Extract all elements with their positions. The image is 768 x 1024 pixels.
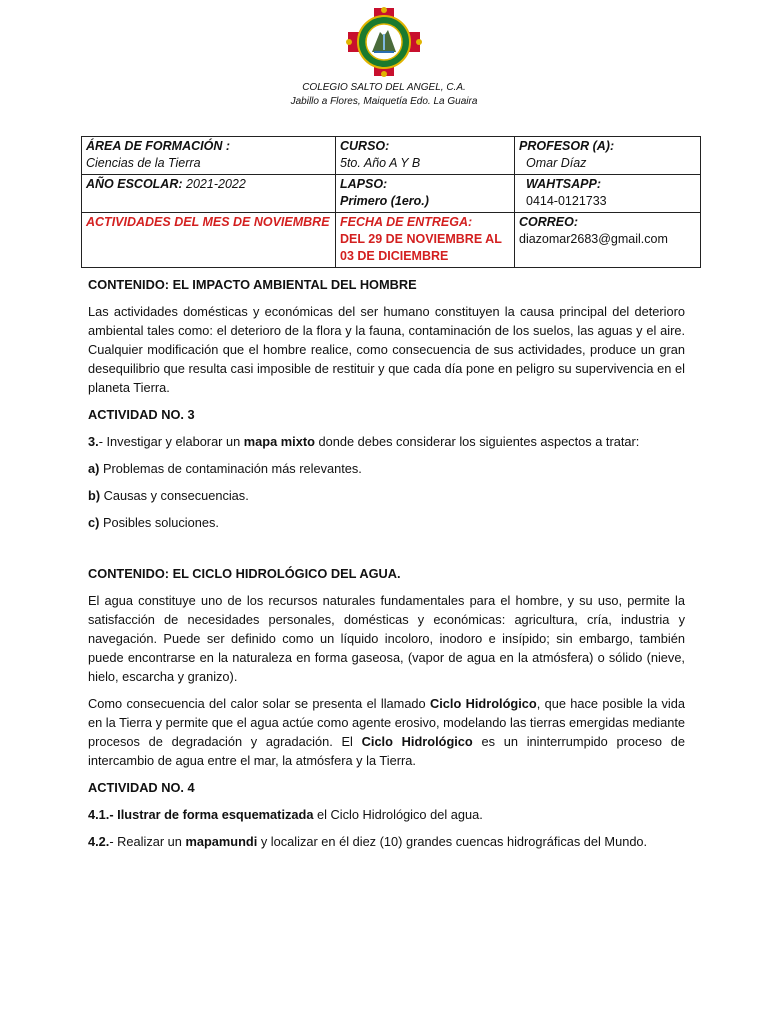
course-info-table [81, 136, 701, 268]
t42-bold: mapamundi [185, 834, 258, 849]
fecha-label: FECHA DE ENTREGA: [340, 215, 473, 229]
table-row [82, 175, 701, 213]
curso-label: CURSO: [340, 139, 390, 153]
anio-value: 2021-2022 [186, 177, 246, 191]
item-a-label: a) [88, 461, 100, 476]
whatsapp-cell [515, 175, 701, 213]
section1-title: CONTENIDO: EL IMPACTO AMBIENTAL DEL HOMBRE [88, 277, 417, 292]
activity3-task [88, 432, 685, 451]
correo-value: diazomar2683@gmail.com [519, 232, 668, 246]
p2-bold2: Ciclo Hidrológico [361, 734, 473, 749]
profesor-label: PROFESOR (A): [519, 139, 615, 153]
correo-cell [515, 213, 701, 268]
lapso-value: Primero (1ero.) [340, 194, 429, 208]
correo-label: CORREO: [519, 215, 579, 229]
list-item [88, 513, 685, 532]
lapso-cell [336, 175, 515, 213]
list-item [88, 459, 685, 478]
area-cell [82, 137, 336, 175]
table-row [82, 213, 701, 268]
item-a-text: Problemas de contaminación más relevantes. [99, 461, 362, 476]
section2-title: CONTENIDO: EL CICLO HIDROLÓGICO DEL AGUA. [88, 566, 401, 581]
school-address: Jabillo a Flores, Maiquetía Edo. La Guaira [290, 96, 478, 107]
list-item [88, 486, 685, 505]
anio-label: AÑO ESCOLAR: [86, 177, 183, 191]
whatsapp-label: WAHTSAPP: [526, 177, 601, 191]
actividades-title: ACTIVIDADES DEL MES DE NOVIEMBRE [86, 215, 330, 229]
fecha-value: DEL 29 DE NOVIEMBRE AL 03 DE DICIEMBRE [340, 232, 502, 263]
table-row [82, 137, 701, 175]
curso-cell [336, 137, 515, 175]
school-name: COLEGIO SALTO DEL ANGEL, C.A. [302, 82, 466, 93]
curso-value: 5to. Año A Y B [340, 156, 421, 170]
task-number: 3. [88, 434, 99, 449]
school-crest-logo [336, 6, 432, 78]
activity3-title: ACTIVIDAD NO. 3 [88, 407, 195, 422]
task-4-1 [88, 805, 685, 824]
area-value: Ciencias de la Tierra [86, 156, 201, 170]
p2-post: es un ininterrumpido proceso de intercambio de agua entre el mar, la atmósfera y la Tierra. [88, 734, 685, 768]
profesor-value: Omar Díaz [526, 156, 587, 170]
anio-cell [82, 175, 336, 213]
item-c-label: c) [88, 515, 100, 530]
item-b-label: b) [88, 488, 101, 503]
t41-bold: 4.1.- Ilustrar de forma esquematizada [88, 807, 314, 822]
p2-bold1: Ciclo Hidrológico [430, 696, 537, 711]
item-b-text: Causas y consecuencias. [100, 488, 249, 503]
profesor-cell [515, 137, 701, 175]
section1-paragraph: Las actividades domésticas y económicas del ser humano constituyen la causa principal del deterioro ambiental tales como: el deterioro de la flora y la fauna, contaminación de los suelos, las aguas y el aire. Cualquier modificación que el hombre realice, como consecuencia de sus actividades, produce un gran desequilibrio que resulta casi imposible de restituir y que cada día pone en peligro su supervivencia en el planeta Tierra. [88, 304, 685, 395]
document-body [88, 275, 685, 859]
p2-mid: , que hace posible la vida en la Tierra y permite que el agua actúe como agente erosivo, modelando las tierras emergidas mediante procesos de degradación y agradación. El [88, 696, 686, 749]
actividades-cell [82, 213, 336, 268]
task-text-bold: mapa mixto [243, 434, 315, 449]
activity4-title: ACTIVIDAD NO. 4 [88, 780, 195, 795]
section2-paragraph2 [88, 694, 685, 770]
area-label: ÁREA DE FORMACIÓN : [86, 139, 230, 153]
whatsapp-value: 0414-0121733 [526, 194, 607, 208]
t42-post: y localizar en él diez (10) grandes cuencas hidrográficas del Mundo. [257, 834, 648, 849]
task-text-post: donde debes considerar los siguientes aspectos a tratar: [314, 434, 640, 449]
item-c-text: Posibles soluciones. [99, 515, 219, 530]
t42-pre: - Realizar un [109, 834, 186, 849]
section2-paragraph1: El agua constituye uno de los recursos naturales fundamentales para el hombre, y su uso, permite la satisfacción de necesidades personales, domésticas y económicas: agricultura, cría, industria y navegación. Puede ser definido como un líquido incoloro, inodoro e insípido; sin embargo, también puede encontrarse en la naturaleza en forma gaseosa, (vapor de agua en la atmósfera) o sólido (nieve, hielo, escarcha y granizo). [88, 593, 685, 684]
task-text-pre: - Investigar y elaborar un [98, 434, 244, 449]
lapso-label: LAPSO: [340, 177, 388, 191]
t42-num: 4.2. [88, 834, 110, 849]
t41-text: el Ciclo Hidrológico del agua. [313, 807, 483, 822]
fecha-cell [336, 213, 515, 268]
p2-pre: Como consecuencia del calor solar se presenta el llamado [88, 696, 430, 711]
task-4-2 [88, 832, 685, 851]
